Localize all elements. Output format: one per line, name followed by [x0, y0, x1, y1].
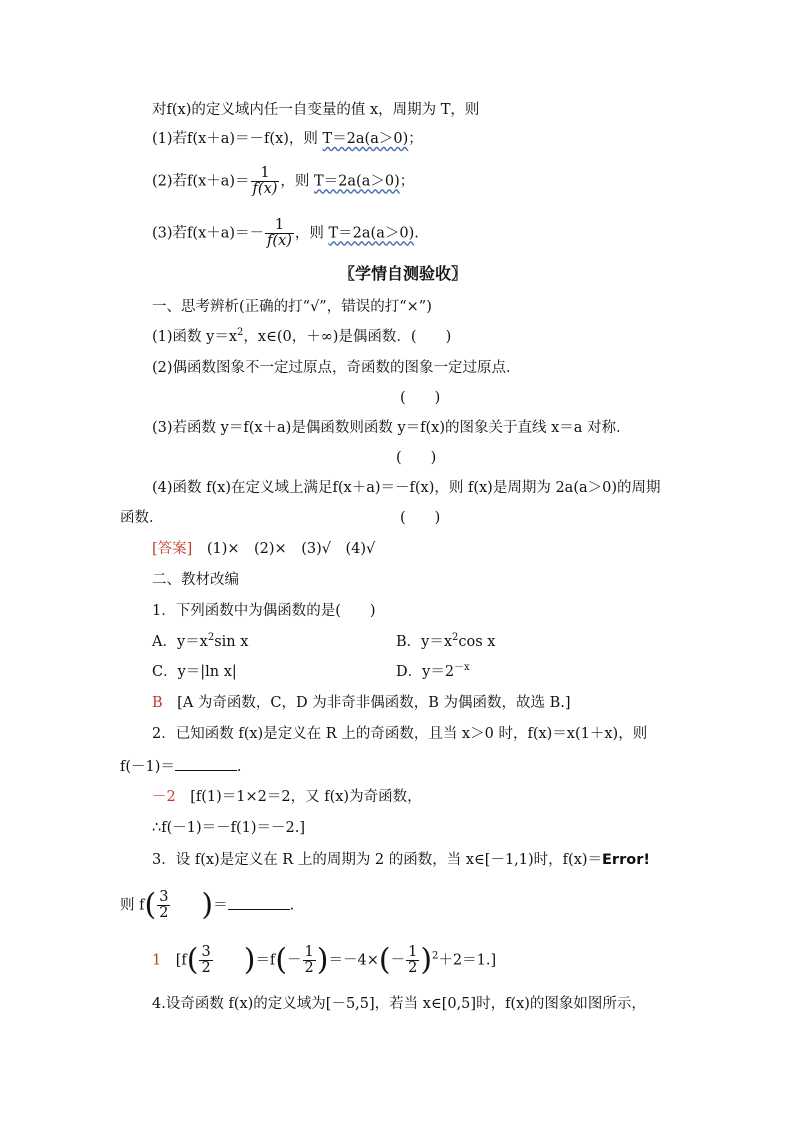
answer-1: B [A 为奇函数，C，D 为非奇非偶函数，B 为偶函数，故选 B.] — [152, 695, 571, 711]
answer-3: 1 [f( $\frac{3}{2}$ )＝f(－ $\frac{1}{2}$ )＝－4×(－ $\frac{1}{2}$ )$^2$＋2＝1.] — [152, 942, 497, 978]
answer-2: －2 [f(1)＝1×2＝2，又 f(x)为奇函数， — [152, 789, 422, 805]
period-rule-3: (3)若f(x＋a)＝－ $\frac{1}{f(x)}$ ，则 T＝2a(a＞0). — [152, 217, 419, 249]
question-3-cont: 则 f( $\frac{3}{2}$ )＝ . — [120, 887, 295, 923]
fill-blank — [228, 895, 290, 910]
period-rule-2: (2)若f(x＋a)＝ $\frac{1}{f(x)}$ ，则 T＝2a(a＞0)； — [152, 165, 415, 197]
answer-paren: ( ) — [396, 450, 437, 466]
option-c: C．y＝|ln x| — [152, 664, 237, 680]
option-a: A．$y=x^2\sin$ x — [152, 632, 249, 650]
answer-paren: ( ) — [400, 510, 441, 526]
question-2-cont: f(－1)＝ . — [120, 756, 242, 777]
judge-question-2: (2)偶函数图象不一定过原点，奇函数的图象一定过原点． — [152, 360, 521, 376]
period-formula: T＝2a(a＞0) — [328, 225, 415, 242]
period-formula: T＝2a(a＞0) — [314, 173, 400, 190]
intro-line: 对f(x)的定义域内任一自变量的值 x，周期为 T，则 — [152, 102, 480, 118]
answer-2-cont: ∴f(－1)＝－f(1)＝－2.] — [152, 820, 306, 836]
period-rule-1: (1)若f(x＋a)＝－f(x)，则 T＝2a(a＞0)； — [152, 131, 423, 147]
answer-line: [答案] (1)× (2)× (3)√ (4)√ — [152, 541, 376, 557]
fraction: $\frac{3}{2}$ — [159, 889, 169, 921]
question-4: 4.设奇函数 f(x)的定义域为[－5,5]，若当 x∈[0,5]时，f(x)的图象如图所示， — [152, 996, 646, 1012]
question-3: 3．设 f(x)是定义在 R 上的周期为 2 的函数，当 x∈[－1,1)时，f(x)＝Error! — [152, 852, 650, 868]
part2-title: 二、教材改编 — [152, 572, 239, 588]
fraction: $\frac{1}{f(x)}$ — [267, 217, 292, 249]
period-formula: T＝2a(a＞0) — [322, 131, 409, 147]
fill-blank — [175, 756, 237, 771]
mc-question-1: 1．下列函数中为偶函数的是( ) — [152, 603, 376, 619]
answer-paren: ( ) — [400, 390, 441, 406]
answer-label: [答案] — [152, 541, 193, 557]
question-2: 2．已知函数 f(x)是定义在 R 上的奇函数，且当 x＞0 时，f(x)＝x(1＋x)，则 — [152, 726, 648, 742]
section-title: 〖学情自测验收〗 — [339, 264, 468, 283]
judge-question-3: (3)若函数 y＝f(x＋a)是偶函数则函数 y＝f(x)的图象关于直线 x＝a 对称． — [152, 420, 631, 436]
judge-question-1: (1)函数 $y=x^2$，x∈(0，＋∞)是偶函数．( ) — [152, 327, 452, 345]
fraction: $\frac{1}{f(x)}$ — [252, 165, 278, 197]
judge-question-4: (4)函数 f(x)在定义域上满足f(x＋a)＝－f(x)，则 f(x)是周期为 2a(a＞0)的周期 — [152, 480, 661, 496]
option-b: B．$y=x^2\cos$ x — [396, 632, 496, 650]
part1-title: 一、思考辨析(正确的打“√”，错误的打“×”) — [152, 299, 432, 315]
judge-question-4-cont: 函数． — [120, 510, 164, 526]
option-d: D．$y=2^{-x}$ — [396, 662, 470, 680]
